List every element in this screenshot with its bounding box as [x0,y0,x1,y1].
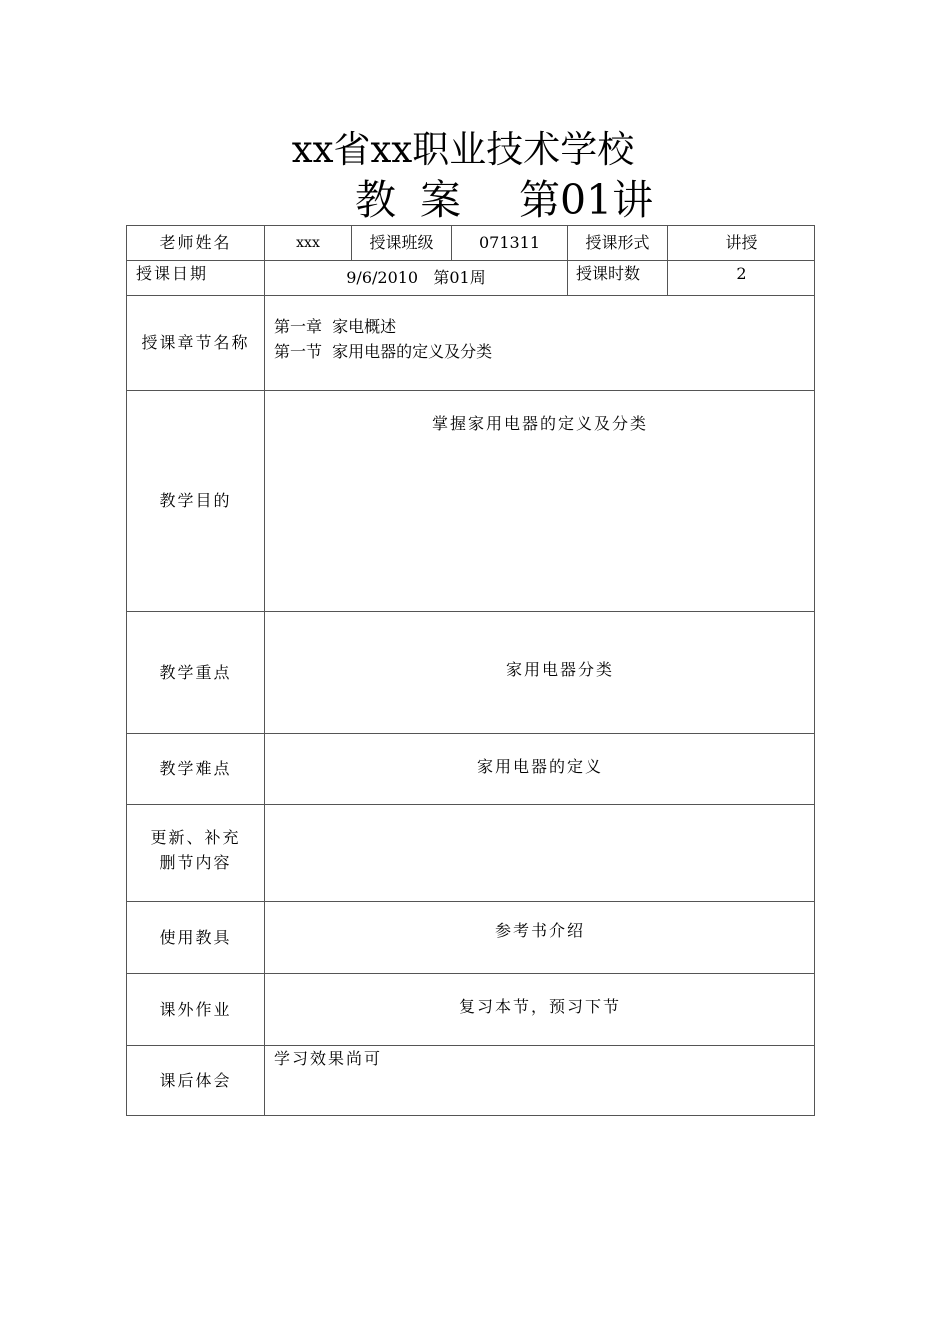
chapter-label: 授课章节名称 [141,333,250,352]
tools-value: 参考书介绍 [494,921,585,940]
class-value: 071311 [478,233,541,252]
homework-value: 复习本节，预习下节 [458,997,621,1016]
key-points-value: 家用电器分类 [505,660,614,679]
format-label: 授课形式 [585,233,650,252]
homework-label: 课外作业 [159,999,232,1019]
update-label-line-2: 删节内容 [159,853,232,872]
lesson-plan-title: 教 案 第01讲 [355,176,654,224]
teacher-name-label: 老师姓名 [159,233,232,252]
format-value: 讲授 [725,233,758,252]
chapter-line-1: 第一章 家电概述 [274,317,397,336]
teacher-name-value: xxx [296,235,320,251]
date-label: 授课日期 [136,264,209,283]
goal-label: 教学目的 [159,491,232,510]
difficulty-label: 教学难点 [159,759,232,778]
reflection-value: 学习效果尚可 [274,1049,383,1068]
row-divider [126,260,815,261]
goal-value: 掌握家用电器的定义及分类 [431,414,648,433]
chapter-line-2: 第一节 家用电器的定义及分类 [274,342,493,361]
difficulty-value: 家用电器的定义 [476,757,603,776]
update-value [265,805,815,901]
school-title: xx省xx职业技术学校 [291,128,635,171]
hours-label: 授课时数 [576,264,641,283]
reflection-label: 课后体会 [159,1070,232,1090]
tools-label: 使用教具 [159,927,232,947]
class-label: 授课班级 [369,233,434,252]
date-value: 9/6/2010 第01周 [346,268,486,287]
update-label-line-1: 更新、补充 [150,828,241,847]
hours-value: 2 [736,264,747,283]
key-points-label: 教学重点 [159,662,232,682]
